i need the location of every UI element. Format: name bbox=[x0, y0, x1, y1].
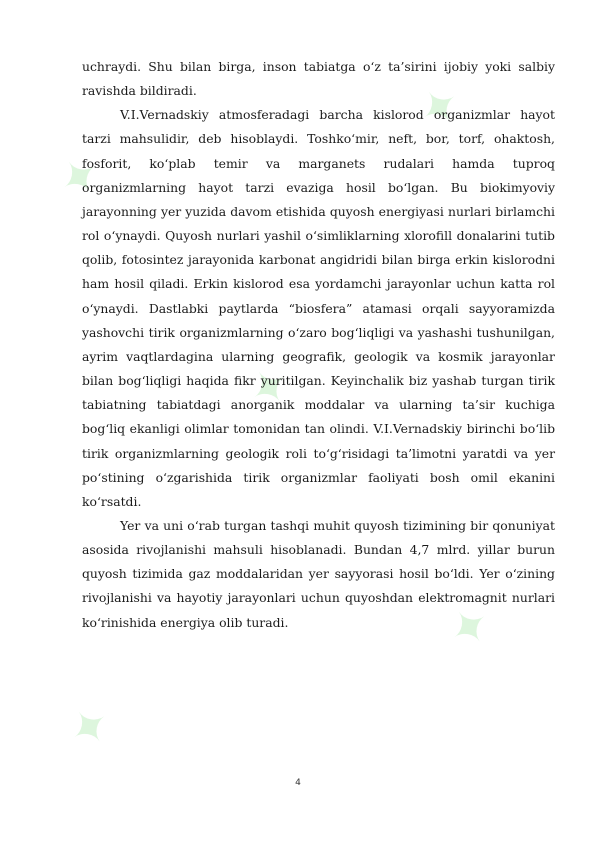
paragraph-earth: Yer va uni o‘rab turgan tashqi muhit quyosh tizimining bir qonuniyat asosida rivojlanishi mahsuli hisoblanadi. Bundan 4,7 mlrd. yillar burun quyosh tizimida gaz moddalaridan yer sayyorasi hosil bo‘ldi. Yer o‘zining rivojlanishi va hayotiy jarayonlari uchun quyoshdan elektromagnit nurlari ko‘rinishida energiya olib turadi. bbox=[82, 517, 555, 630]
watermark-mark: ✦ bbox=[437, 593, 503, 663]
paragraph-continuation: uchraydi. Shu bilan birga, inson tabiatga o‘z ta’sirini ijobiy yoki salbiy ravishda bildiradi. bbox=[82, 59, 555, 99]
page-number: 4 bbox=[295, 778, 301, 788]
watermark-mark: ✦ bbox=[47, 143, 113, 213]
watermark-mark: ✦ bbox=[237, 353, 303, 423]
paragraph-vernadskiy: V.I.Vernadskiy atmosferadagi barcha kislorod organizmlar hayot tarzi mahsulidir, deb hisoblaydi. Toshko‘mir, neft, bor, torf, ohaktosh, fosforit, ko‘plab temir va marganets rudalari hamda tuproq organizmlarning hayot tarzi evaziga hosil bo‘lgan. Bu biokimyoviy jarayonning yer yuzida davom etishida quyosh energiyasi nurlari birlamchi rol o‘ynaydi. Quyosh nurlari yashil o‘simliklarning xlorofill donalarini tutib qolib, fotosintez jarayonida karbonat angidridi bilan birga erkin kislorodni ham hosil qiladi. Erkin kislorod esa yordamchi jarayonlar uchun katta rol o‘ynaydi. Dastlabki paytlarda “biosfera” atamasi orqali sayyoramizda yashovchi tirik organizmlarning o‘zaro bog‘liqligi va yashashi tushunilgan, ayrim vaqtlardagina ularning geografik, geologik va kosmik jarayonlar bilan bog‘liqligi haqida fikr yuritilgan. Keyinchalik biz yashab turgan tirik tabiatning tabiatdagi anorganik moddalar va ularning ta’sir kuchiga bog‘liq ekanligi olimlar tomonidan tan olindi. V.I.Vernadskiy birinchi bo‘lib tirik organizmlarning geologik roli to‘g‘risidagi ta’limotni yaratdi va yer po‘stining o‘zgarishida tirik organizmlar faoliyati bosh omil ekanini ko‘rsatdi. bbox=[82, 107, 555, 509]
body-text bbox=[82, 55, 555, 635]
watermark-mark: ✦ bbox=[407, 73, 473, 143]
watermark-mark: ✦ bbox=[57, 693, 123, 763]
